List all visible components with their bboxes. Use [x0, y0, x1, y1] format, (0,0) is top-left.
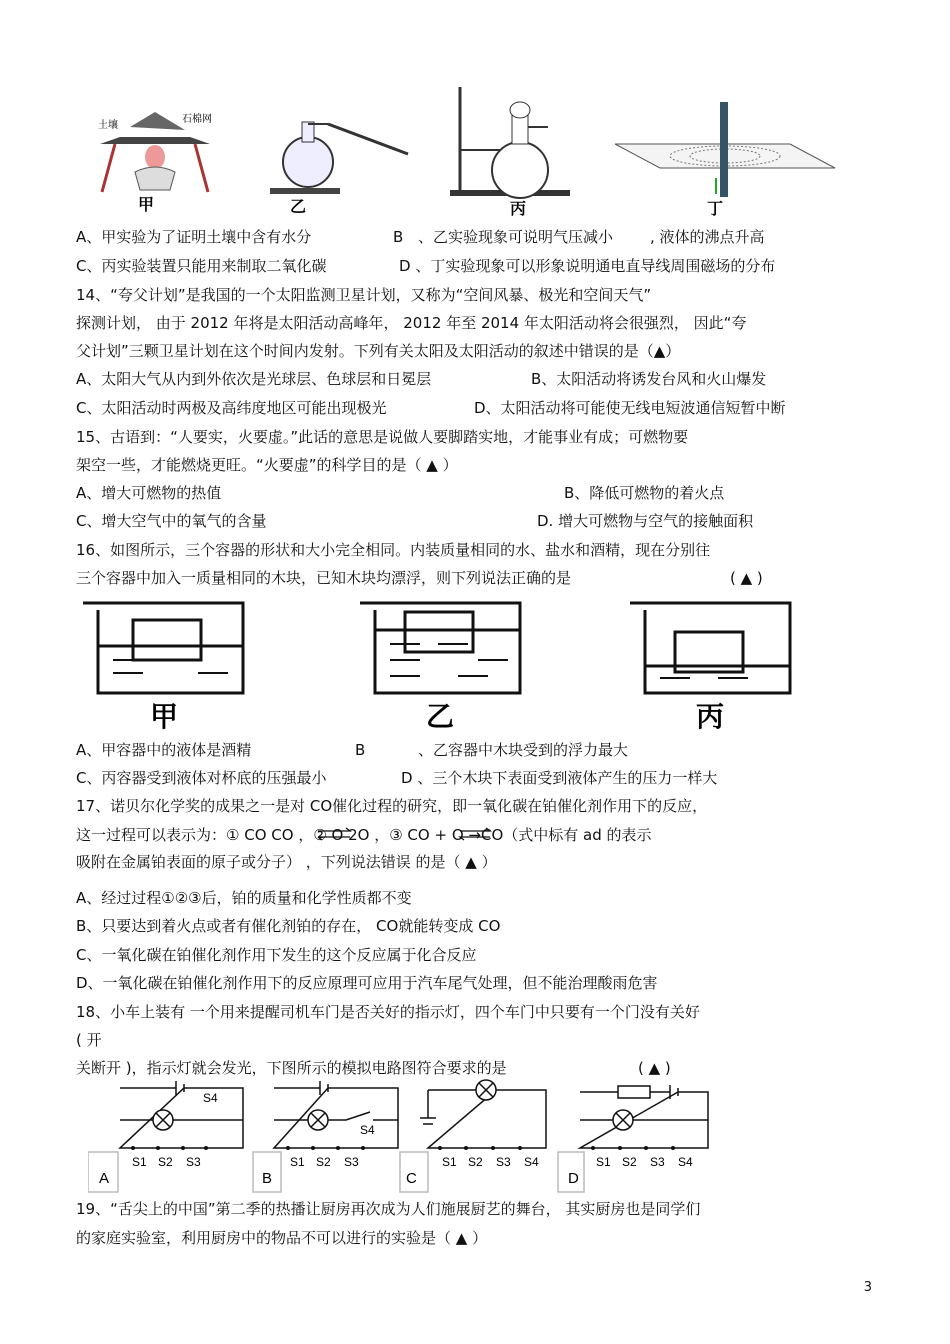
q18-c-s3: S3	[496, 1155, 511, 1169]
q18-b-s4: S4	[360, 1123, 375, 1137]
q18-d-s3: S3	[650, 1155, 665, 1169]
q18-stem-3: 关断开 )，指示灯就会发光，下图所示的模拟电路图符合要求的是	[76, 1059, 507, 1077]
q13-figure	[90, 82, 850, 217]
q17-stem-1: 17、诺贝尔化学奖的成果之一是对 CO催化过程的研究，即一氧化碳在铂催化剂作用下的反应，	[76, 797, 708, 815]
q16-option-b-letter: B	[355, 741, 366, 759]
q14-option-c: C、太阳活动时两极及高纬度地区可能出现极光	[76, 399, 387, 417]
q19-stem-2: 的家庭实验室，利用厨房中的物品不可以进行的实验是（ ▲ ）	[76, 1229, 488, 1247]
q17-option-c: C、一氧化碳在铂催化剂作用下发生的这个反应属于化合反应	[76, 946, 477, 964]
fig-label-yi: 乙	[290, 199, 307, 216]
q18-d-s1: S1	[596, 1155, 611, 1169]
q14-option-b: B、太阳活动将诱发台风和火山爆发	[531, 370, 767, 388]
q18-circuit-a: A	[99, 1170, 110, 1187]
q18-a-s1: S1	[132, 1155, 147, 1169]
q16-option-a: A、甲容器中的液体是酒精	[76, 741, 252, 759]
q16-option-d: D 、三个木块下表面受到液体产生的压力一样大	[401, 769, 718, 787]
q16-option-b: 、乙容器中木块受到的浮力最大	[418, 741, 629, 759]
q15-option-a: A、增大可燃物的热值	[76, 484, 222, 502]
q18-a-s3: S3	[186, 1155, 201, 1169]
q18-b-s3: S3	[344, 1155, 359, 1169]
q16-label-jia: 甲	[150, 701, 179, 732]
fig-label-bing: 丙	[510, 201, 527, 217]
q13-option-d: D 、丁实验现象可以形象说明通电直导线周围磁场的分布	[399, 257, 776, 275]
q18-d-s4: S4	[678, 1155, 693, 1169]
q18-c-s4: S4	[524, 1155, 539, 1169]
q16-stem-2: 三个容器中加入一质量相同的木块，已知木块均漂浮，则下列说法正确的是	[76, 569, 572, 587]
q14-stem-2: 探测计划， 由于 2012 年将是太阳活动高峰年， 2012 年至 2014 年太阳活动将会很强烈， 因此“夸	[76, 314, 747, 332]
q18-c-s1: S1	[442, 1155, 457, 1169]
q17-option-d: D、一氧化碳在铂催化剂作用下的反应原理可应用于汽车尾气处理，但不能治理酸雨危害	[76, 974, 658, 992]
q17-stem-3: 吸附在金属铂表面的原子或分子） ，下列说法错误 的是（ ▲ ）	[76, 853, 497, 871]
q18-answer: ( ▲ )	[638, 1059, 671, 1077]
q16-containers-figure	[78, 598, 798, 733]
q18-circuits-figure	[88, 1076, 728, 1194]
q18-circuit-b: B	[262, 1170, 273, 1187]
q18-circuit-c: C	[406, 1170, 417, 1187]
fig-ding-apparatus	[615, 102, 835, 217]
q19-stem-1: 19、“舌尖上的中国”第二季的热播让厨房再次成为人们施展厨艺的舞台， 其实厨房也是同学们	[76, 1200, 701, 1218]
q15-stem-2: 架空一些，才能燃烧更旺。“火要虚”的科学目的是（ ▲ ）	[76, 456, 458, 474]
q16-option-c: C、丙容器受到液体对杯底的压强最小	[76, 769, 327, 787]
q18-stem-1: 18、小车上装有 一个用来提醒司机车门是否关好的指示灯，四个车门中只要有一个门没有关好	[76, 1003, 700, 1021]
q15-option-c: C、增大空气中的氧气的含量	[76, 512, 267, 530]
q13-option-b-cont: , 液体的沸点升高	[650, 228, 765, 246]
page-number: 3	[863, 1280, 872, 1295]
q18-b-s1: S1	[290, 1155, 305, 1169]
q16-label-yi: 乙	[426, 701, 455, 732]
q18-circuit-d: D	[568, 1170, 579, 1187]
q13-option-b: 、乙实验现象可说明气压减小	[418, 228, 614, 246]
fig-jia-apparatus	[98, 112, 212, 214]
q18-a-s4: S4	[203, 1091, 218, 1105]
q15-option-b: B、降低可燃物的着火点	[564, 484, 725, 502]
q18-stem-2: ( 开	[76, 1031, 102, 1049]
q16-answer: ( ▲ )	[730, 569, 763, 587]
q14-option-d: D、太阳活动将可能使无线电短波通信短暂中断	[474, 399, 786, 417]
q17-option-a: A、经过过程①②③后，铂的质量和化学性质都不变	[76, 889, 412, 907]
fig-label-ding: 丁	[707, 201, 724, 217]
fig-yi-apparatus	[270, 122, 408, 216]
q13-option-b-letter: B	[393, 228, 404, 246]
fig-label-jia: 甲	[138, 197, 155, 214]
q18-a-s2: S2	[158, 1155, 173, 1169]
q13-option-c: C、丙实验装置只能用来制取二氧化碳	[76, 257, 327, 275]
q16-stem-1: 16、如图所示，三个容器的形状和大小完全相同。内装质量相同的水、盐水和酒精，现在分别往	[76, 541, 711, 559]
q16-label-bing: 丙	[696, 701, 725, 732]
q15-option-d: D. 增大可燃物与空气的接触面积	[537, 512, 754, 530]
q14-stem-1: 14、“夸父计划”是我国的一个太阳监测卫星计划，又称为“空间风暴、极光和空间天气”	[76, 286, 652, 304]
q15-stem-1: 15、古语到：“人要实，火要虚。”此话的意思是说做人要脚踏实地，才能事业有成；可燃物要	[76, 428, 689, 446]
q18-d-s2: S2	[622, 1155, 637, 1169]
q13-option-a: A、甲实验为了证明土壤中含有水分	[76, 228, 312, 246]
soil-label: 土壤	[98, 120, 118, 131]
mesh-label: 石棉网	[182, 114, 212, 125]
q17-option-b: B、只要达到着火点或者有催化剂铂的存在， CO就能转变成 CO	[76, 917, 501, 935]
q18-c-s2: S2	[468, 1155, 483, 1169]
q17-stem-2: 这一过程可以表示为：① CO CO ，② O 2O ，③ CO + O →CO（式中标有 ad 的表示	[76, 826, 652, 844]
q17-equilibrium-arrows	[318, 825, 538, 845]
fig-bing-apparatus	[450, 87, 570, 217]
q14-option-a: A、太阳大气从内到外依次是光球层、色球层和日冕层	[76, 370, 432, 388]
q14-stem-3: 父计划”三颗卫星计划在这个时间内发射。下列有关太阳及太阳活动的叙述中错误的是（▲）	[76, 342, 681, 360]
q18-b-s2: S2	[316, 1155, 331, 1169]
